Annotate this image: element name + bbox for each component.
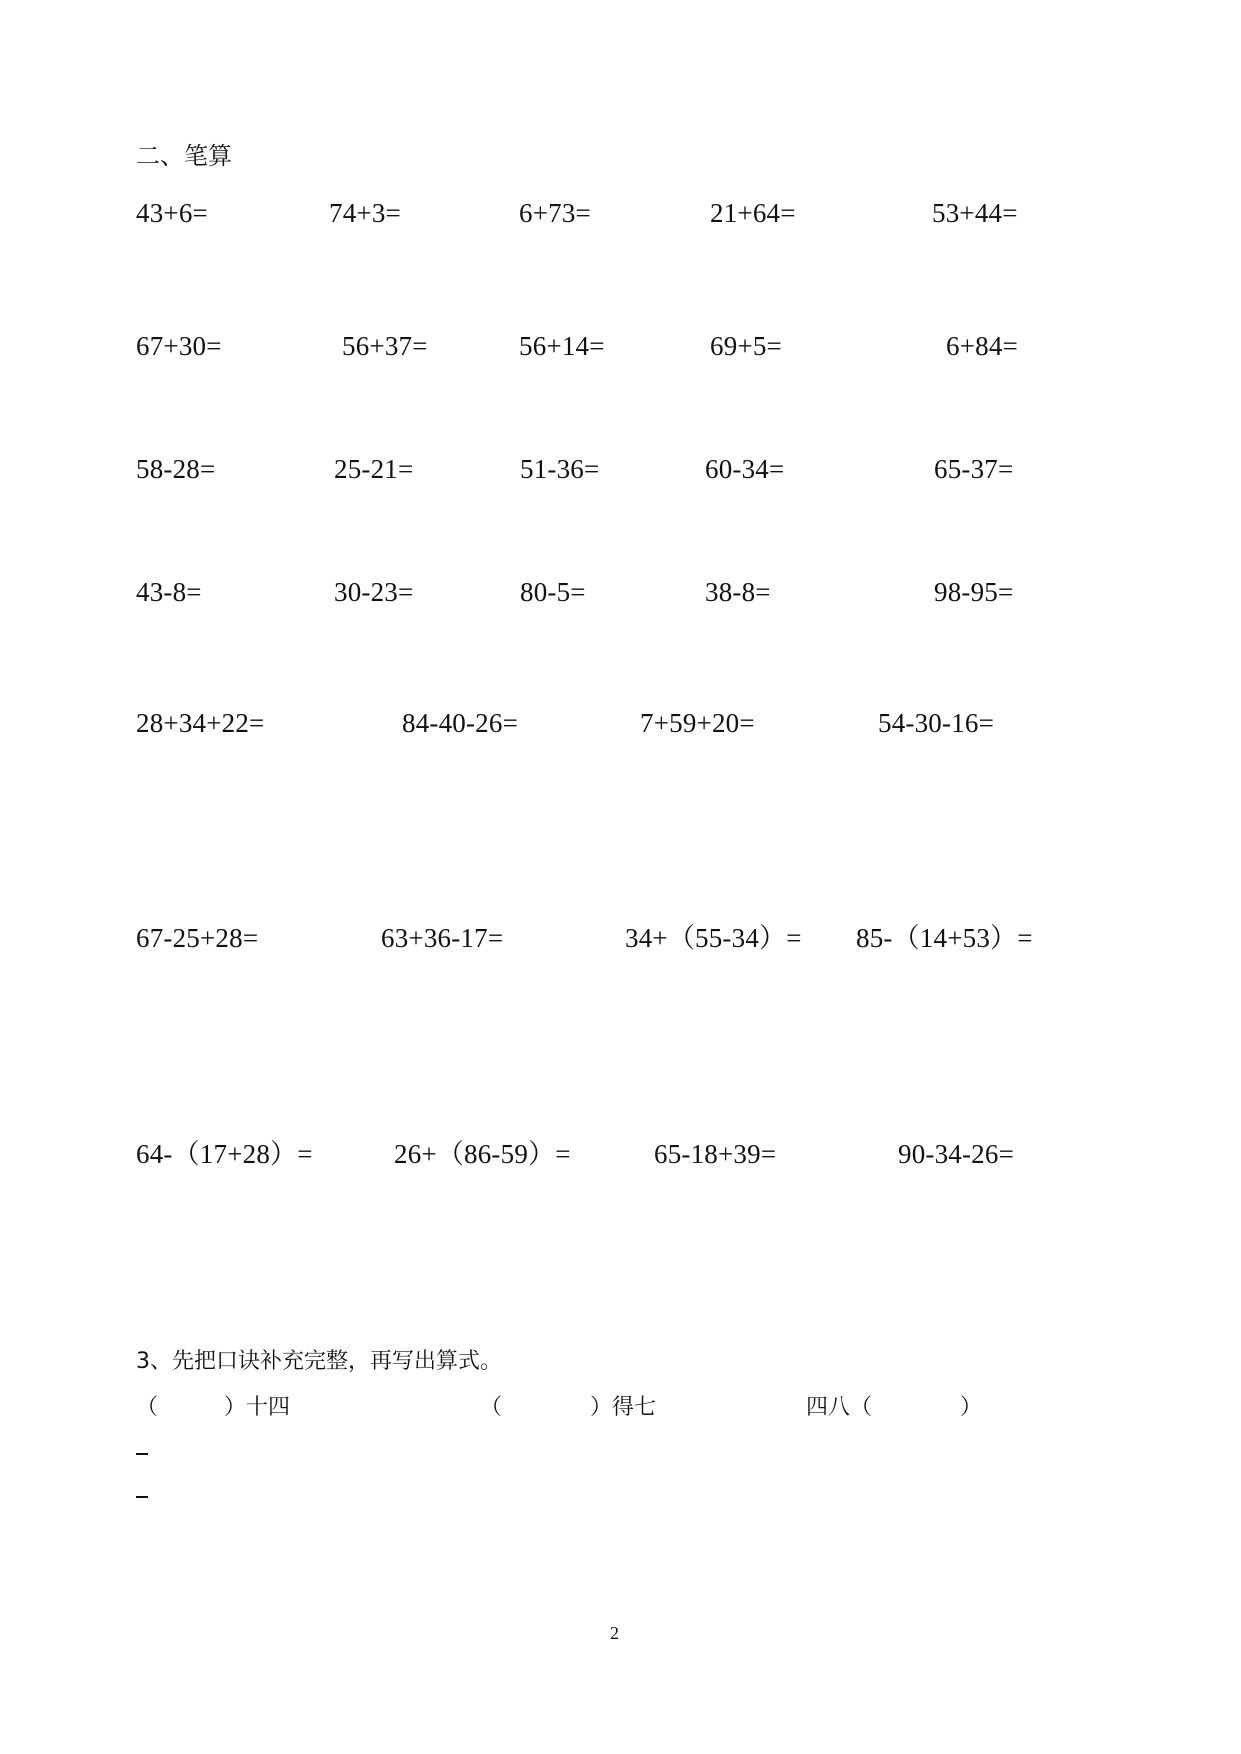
problem: 43+6= — [136, 198, 208, 228]
fill-blank-item: 四八（ ） — [806, 1395, 983, 1420]
page-number: 2 — [610, 1623, 619, 1643]
problem-row-6 — [0, 922, 1241, 956]
problem: 84-40-26= — [402, 708, 519, 738]
problem: 67-25+28= — [136, 923, 259, 953]
problem: 21+64= — [710, 198, 796, 228]
problem: 34+（55-34）= — [625, 923, 802, 953]
problem: 65-37= — [934, 454, 1014, 484]
problem-row-7 — [0, 1138, 1241, 1172]
problem: 6+84= — [946, 331, 1018, 361]
problem: 60-34= — [705, 454, 785, 484]
problem-row-5 — [0, 707, 1241, 741]
problem: 54-30-16= — [878, 708, 995, 738]
problem: 69+5= — [710, 331, 782, 361]
answer-line-2 — [136, 1496, 148, 1498]
problem-row-3 — [0, 453, 1241, 487]
problem: 65-18+39= — [654, 1139, 777, 1169]
problem-row-2 — [0, 330, 1241, 364]
problem: 38-8= — [705, 577, 771, 607]
problem: 56+37= — [342, 331, 428, 361]
problem: 80-5= — [520, 577, 586, 607]
problem: 64-（17+28）= — [136, 1139, 313, 1169]
problem: 63+36-17= — [381, 923, 504, 953]
problem: 56+14= — [519, 331, 605, 361]
problem: 30-23= — [334, 577, 414, 607]
problem: 7+59+20= — [640, 708, 755, 738]
problem: 74+3= — [329, 198, 401, 228]
fill-blank-item: （ ）得七 — [480, 1395, 657, 1420]
problem: 26+（86-59）= — [394, 1139, 571, 1169]
section-title: 二、笔算 — [136, 142, 232, 170]
problem: 90-34-26= — [898, 1139, 1015, 1169]
fill-blank-item: （ ）十四 — [136, 1395, 291, 1420]
problem: 98-95= — [934, 577, 1014, 607]
problem-row-4 — [0, 576, 1241, 610]
problem: 28+34+22= — [136, 708, 265, 738]
problem: 51-36= — [520, 454, 600, 484]
answer-line-1 — [136, 1453, 148, 1455]
problem-row-1 — [0, 197, 1241, 231]
problem: 6+73= — [519, 198, 591, 228]
problem: 53+44= — [932, 198, 1018, 228]
problem: 85-（14+53）= — [856, 923, 1033, 953]
problem: 25-21= — [334, 454, 414, 484]
problem: 43-8= — [136, 577, 202, 607]
problem: 58-28= — [136, 454, 216, 484]
problem: 67+30= — [136, 331, 222, 361]
section3-title: 3、先把口诀补充完整，再写出算式。 — [136, 1349, 502, 1374]
